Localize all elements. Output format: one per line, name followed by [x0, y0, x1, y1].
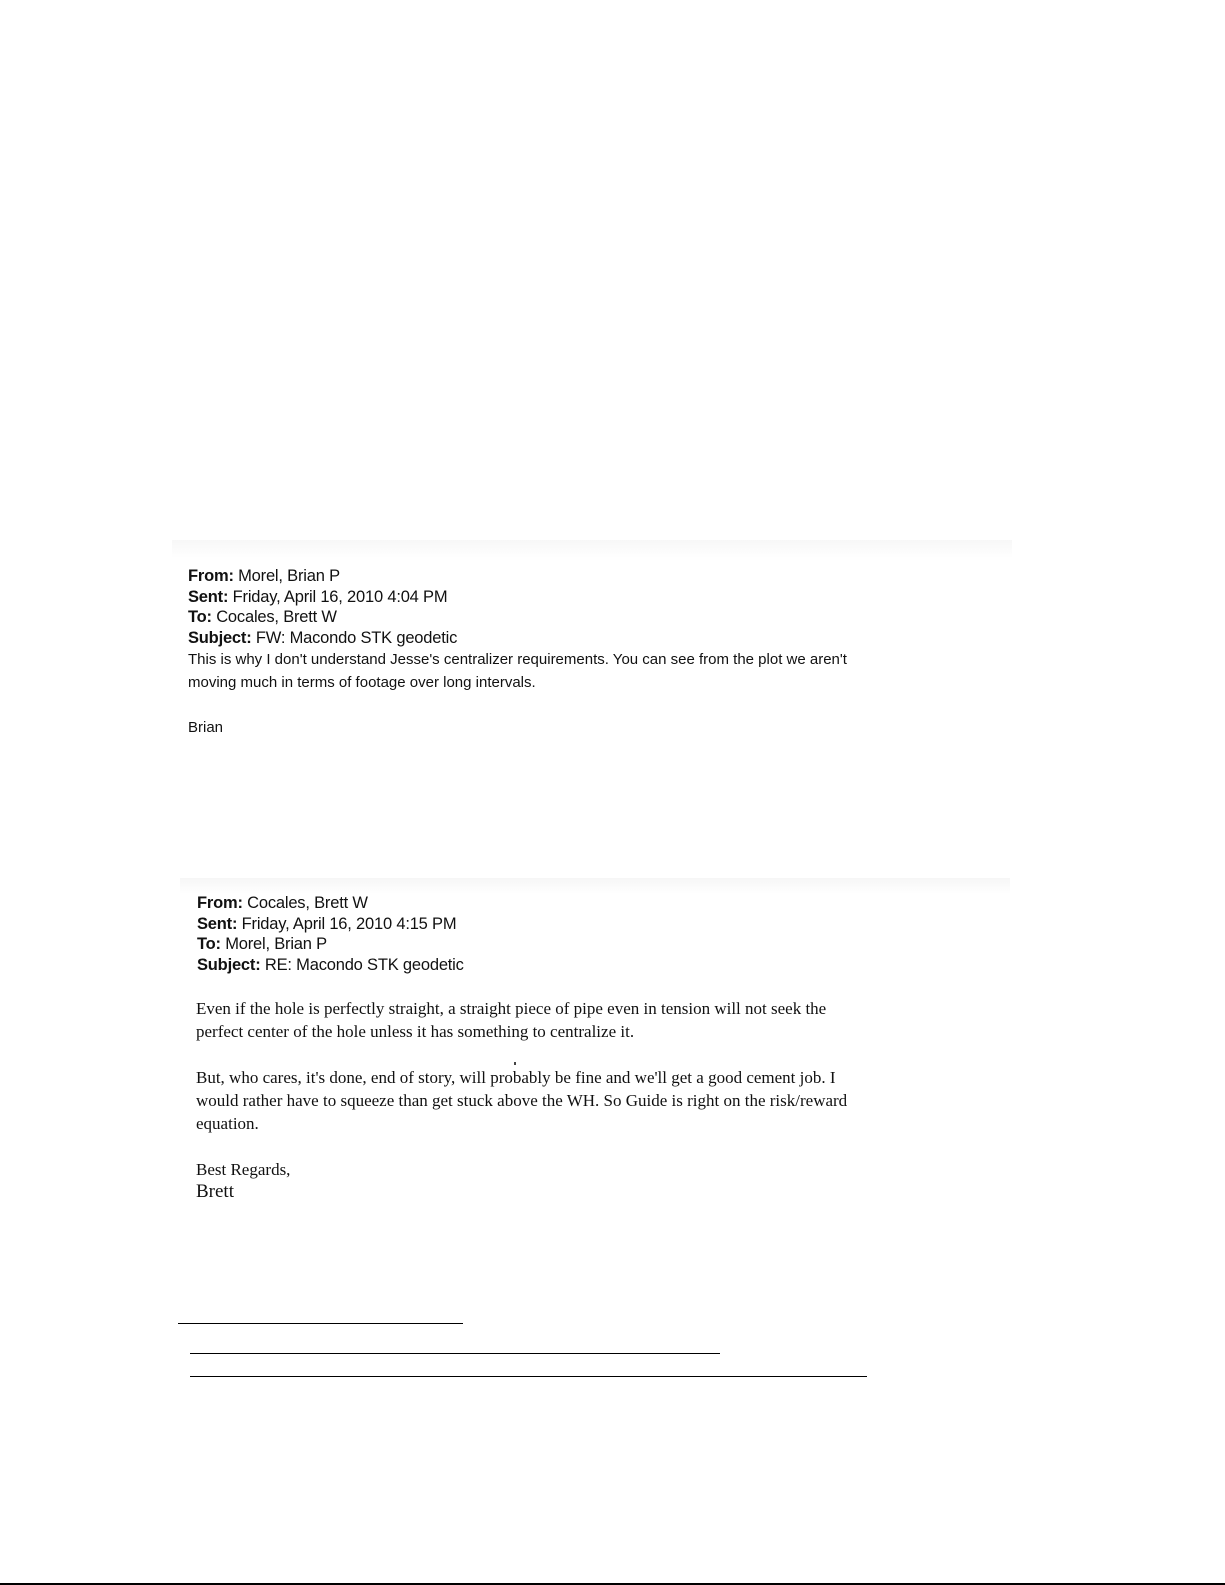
body-line: equation. [196, 1114, 259, 1133]
scan-speck [514, 1062, 516, 1065]
subject-line [197, 955, 464, 976]
to-label: To: [197, 935, 221, 953]
closing: Best Regards, [196, 1160, 291, 1179]
body-paragraph [196, 1066, 996, 1135]
footnote-rule [190, 1376, 867, 1377]
from-value: Morel, Brian P [238, 567, 340, 585]
footnote-rule [190, 1353, 720, 1354]
to-label: To: [188, 608, 212, 626]
subject-value: RE: Macondo STK geodetic [264, 955, 464, 974]
from-label: From: [188, 567, 234, 585]
sent-line [188, 587, 457, 608]
body-line: moving much in terms of footage over long intervals. [188, 674, 536, 691]
email-message-cocales [180, 878, 1010, 1218]
email-message-morel [172, 540, 1012, 760]
email-header [197, 893, 464, 975]
body-line: This is why I don't understand Jesse's centralizer requirements. You can see from the plot we aren't [188, 651, 847, 668]
subject-label: Subject: [197, 955, 261, 974]
subject-line [188, 628, 457, 649]
from-label: From: [197, 894, 243, 912]
body-line: But, who cares, it's done, end of story, will probably be fine and we'll get a good cement job. I [196, 1068, 836, 1087]
sent-value: Friday, April 16, 2010 4:04 PM [232, 587, 448, 606]
email-body [188, 648, 988, 739]
subject-value: FW: Macondo STK geodetic [255, 628, 458, 647]
sent-value: Friday, April 16, 2010 4:15 PM [241, 914, 457, 933]
body-paragraph [196, 997, 996, 1043]
body-line: would rather have to squeeze than get stuck above the WH. So Guide is right on the risk/reward [196, 1091, 848, 1110]
to-value: Morel, Brian P [225, 935, 327, 953]
subject-label: Subject: [188, 628, 252, 647]
sent-label: Sent: [197, 914, 238, 933]
from-line [197, 893, 464, 914]
footnote-separator-rule [178, 1323, 463, 1324]
body-line: perfect center of the hole unless it has something to centralize it. [196, 1022, 635, 1041]
email-header [188, 566, 457, 648]
to-value: Cocales, Brett W [216, 608, 337, 626]
from-line [188, 566, 457, 587]
body-line: Even if the hole is perfectly straight, a straight piece of pipe even in tension will not seek the [196, 999, 827, 1018]
sent-line [197, 914, 464, 935]
signature: Brian [188, 719, 224, 736]
email-body [196, 997, 996, 1203]
from-value: Cocales, Brett W [247, 894, 368, 912]
sent-label: Sent: [188, 587, 229, 606]
to-line [197, 934, 464, 955]
signature: Brett [196, 1181, 234, 1202]
to-line [188, 607, 457, 628]
